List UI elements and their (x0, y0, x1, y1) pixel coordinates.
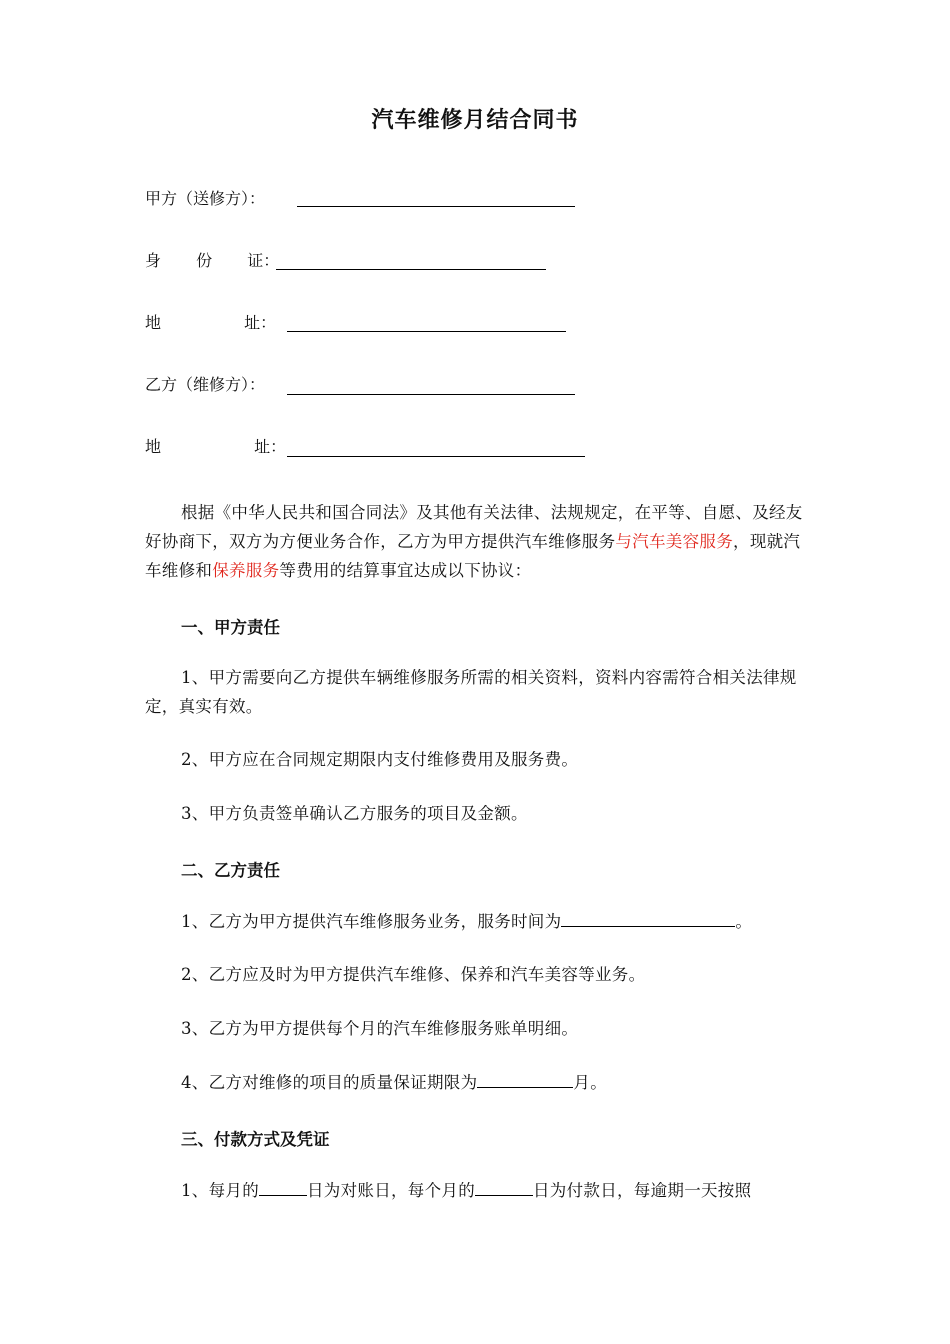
section-1-item-2: 2、甲方应在合同规定期限内支付维修费用及服务费。 (181, 750, 579, 769)
party-a-label: 甲方（送修方）： (145, 189, 266, 208)
section-3-item-1-text-c: 日为付款日，每逾期一天按照 (533, 1181, 752, 1200)
party-b-input-line[interactable] (287, 394, 575, 395)
payment-day-blank[interactable] (475, 1177, 533, 1196)
reconciliation-day-blank[interactable] (259, 1177, 307, 1196)
party-b-label: 乙方（维修方）： (145, 375, 266, 394)
section-3-item-1-text-a: 1、每月的 (181, 1181, 259, 1200)
id-card-label-char-1: 身 (145, 251, 162, 270)
address-b-input-line[interactable] (287, 456, 585, 457)
address-b-label-char-2: 址： (254, 437, 287, 456)
intro-text-1: 根据《中华人民共和国合同法》及其他有关法律、法规规定，在平等、自愿、及经友好协商下，双方为方便业务合作，乙方为甲方提供汽车维修服务 (145, 503, 803, 551)
section-3-item-1 (181, 1176, 751, 1205)
document-title: 汽车维修月结合同书 (371, 108, 579, 133)
section-2-item-3: 3、乙方为甲方提供每个月的汽车维修服务账单明细。 (181, 1019, 579, 1038)
address-a-field (145, 312, 276, 334)
address-a-label-char-1: 地 (145, 313, 162, 332)
address-a-label-char-2: 址： (244, 313, 277, 332)
intro-text-3: 等费用的结算事宜达成以下协议： (279, 561, 532, 580)
id-card-field (145, 250, 279, 272)
section-2-item-2: 2、乙方应及时为甲方提供汽车维修、保养和汽车美容等业务。 (181, 965, 646, 984)
intro-paragraph (145, 498, 811, 585)
section-2-item-4-text: 4、乙方对维修的项目的质量保证期限为 (181, 1073, 478, 1092)
section-2-heading: 二、乙方责任 (181, 861, 280, 880)
address-a-input-line[interactable] (287, 331, 566, 332)
section-2-item-4 (181, 1068, 607, 1097)
id-card-label-char-2: 份 (196, 251, 213, 270)
intro-red-text-1: 与汽车美容服务 (615, 532, 734, 551)
party-a-field (145, 188, 265, 210)
address-b-label-char-1: 地 (145, 437, 162, 456)
section-2-item-1-end: 。 (735, 912, 753, 931)
party-b-field (145, 374, 265, 396)
section-3-heading: 三、付款方式及凭证 (181, 1130, 330, 1149)
warranty-months-blank[interactable] (477, 1069, 573, 1088)
section-2-item-1 (181, 907, 752, 936)
section-2-item-1-text: 1、乙方为甲方提供汽车维修服务业务，服务时间为 (181, 912, 562, 931)
section-1-heading: 一、甲方责任 (181, 618, 280, 637)
section-1-item-3: 3、甲方负责签单确认乙方服务的项目及金额。 (181, 804, 528, 823)
service-time-blank[interactable] (561, 908, 735, 927)
id-card-input-line[interactable] (276, 269, 546, 270)
address-b-field (145, 436, 286, 458)
id-card-label-char-3: 证： (247, 251, 280, 270)
intro-red-text-2: 保养服务 (212, 561, 280, 580)
intro-text-2: ，现就汽车维修和 (145, 532, 801, 580)
section-1-item-1: 1、甲方需要向乙方提供车辆维修服务所需的相关资料，资料内容需符合相关法律规定，真实有效。 (145, 668, 797, 716)
party-a-input-line[interactable] (297, 206, 575, 207)
section-3-item-1-text-b: 日为对账日，每个月的 (307, 1181, 475, 1200)
section-2-item-4-end: 月。 (573, 1073, 608, 1092)
